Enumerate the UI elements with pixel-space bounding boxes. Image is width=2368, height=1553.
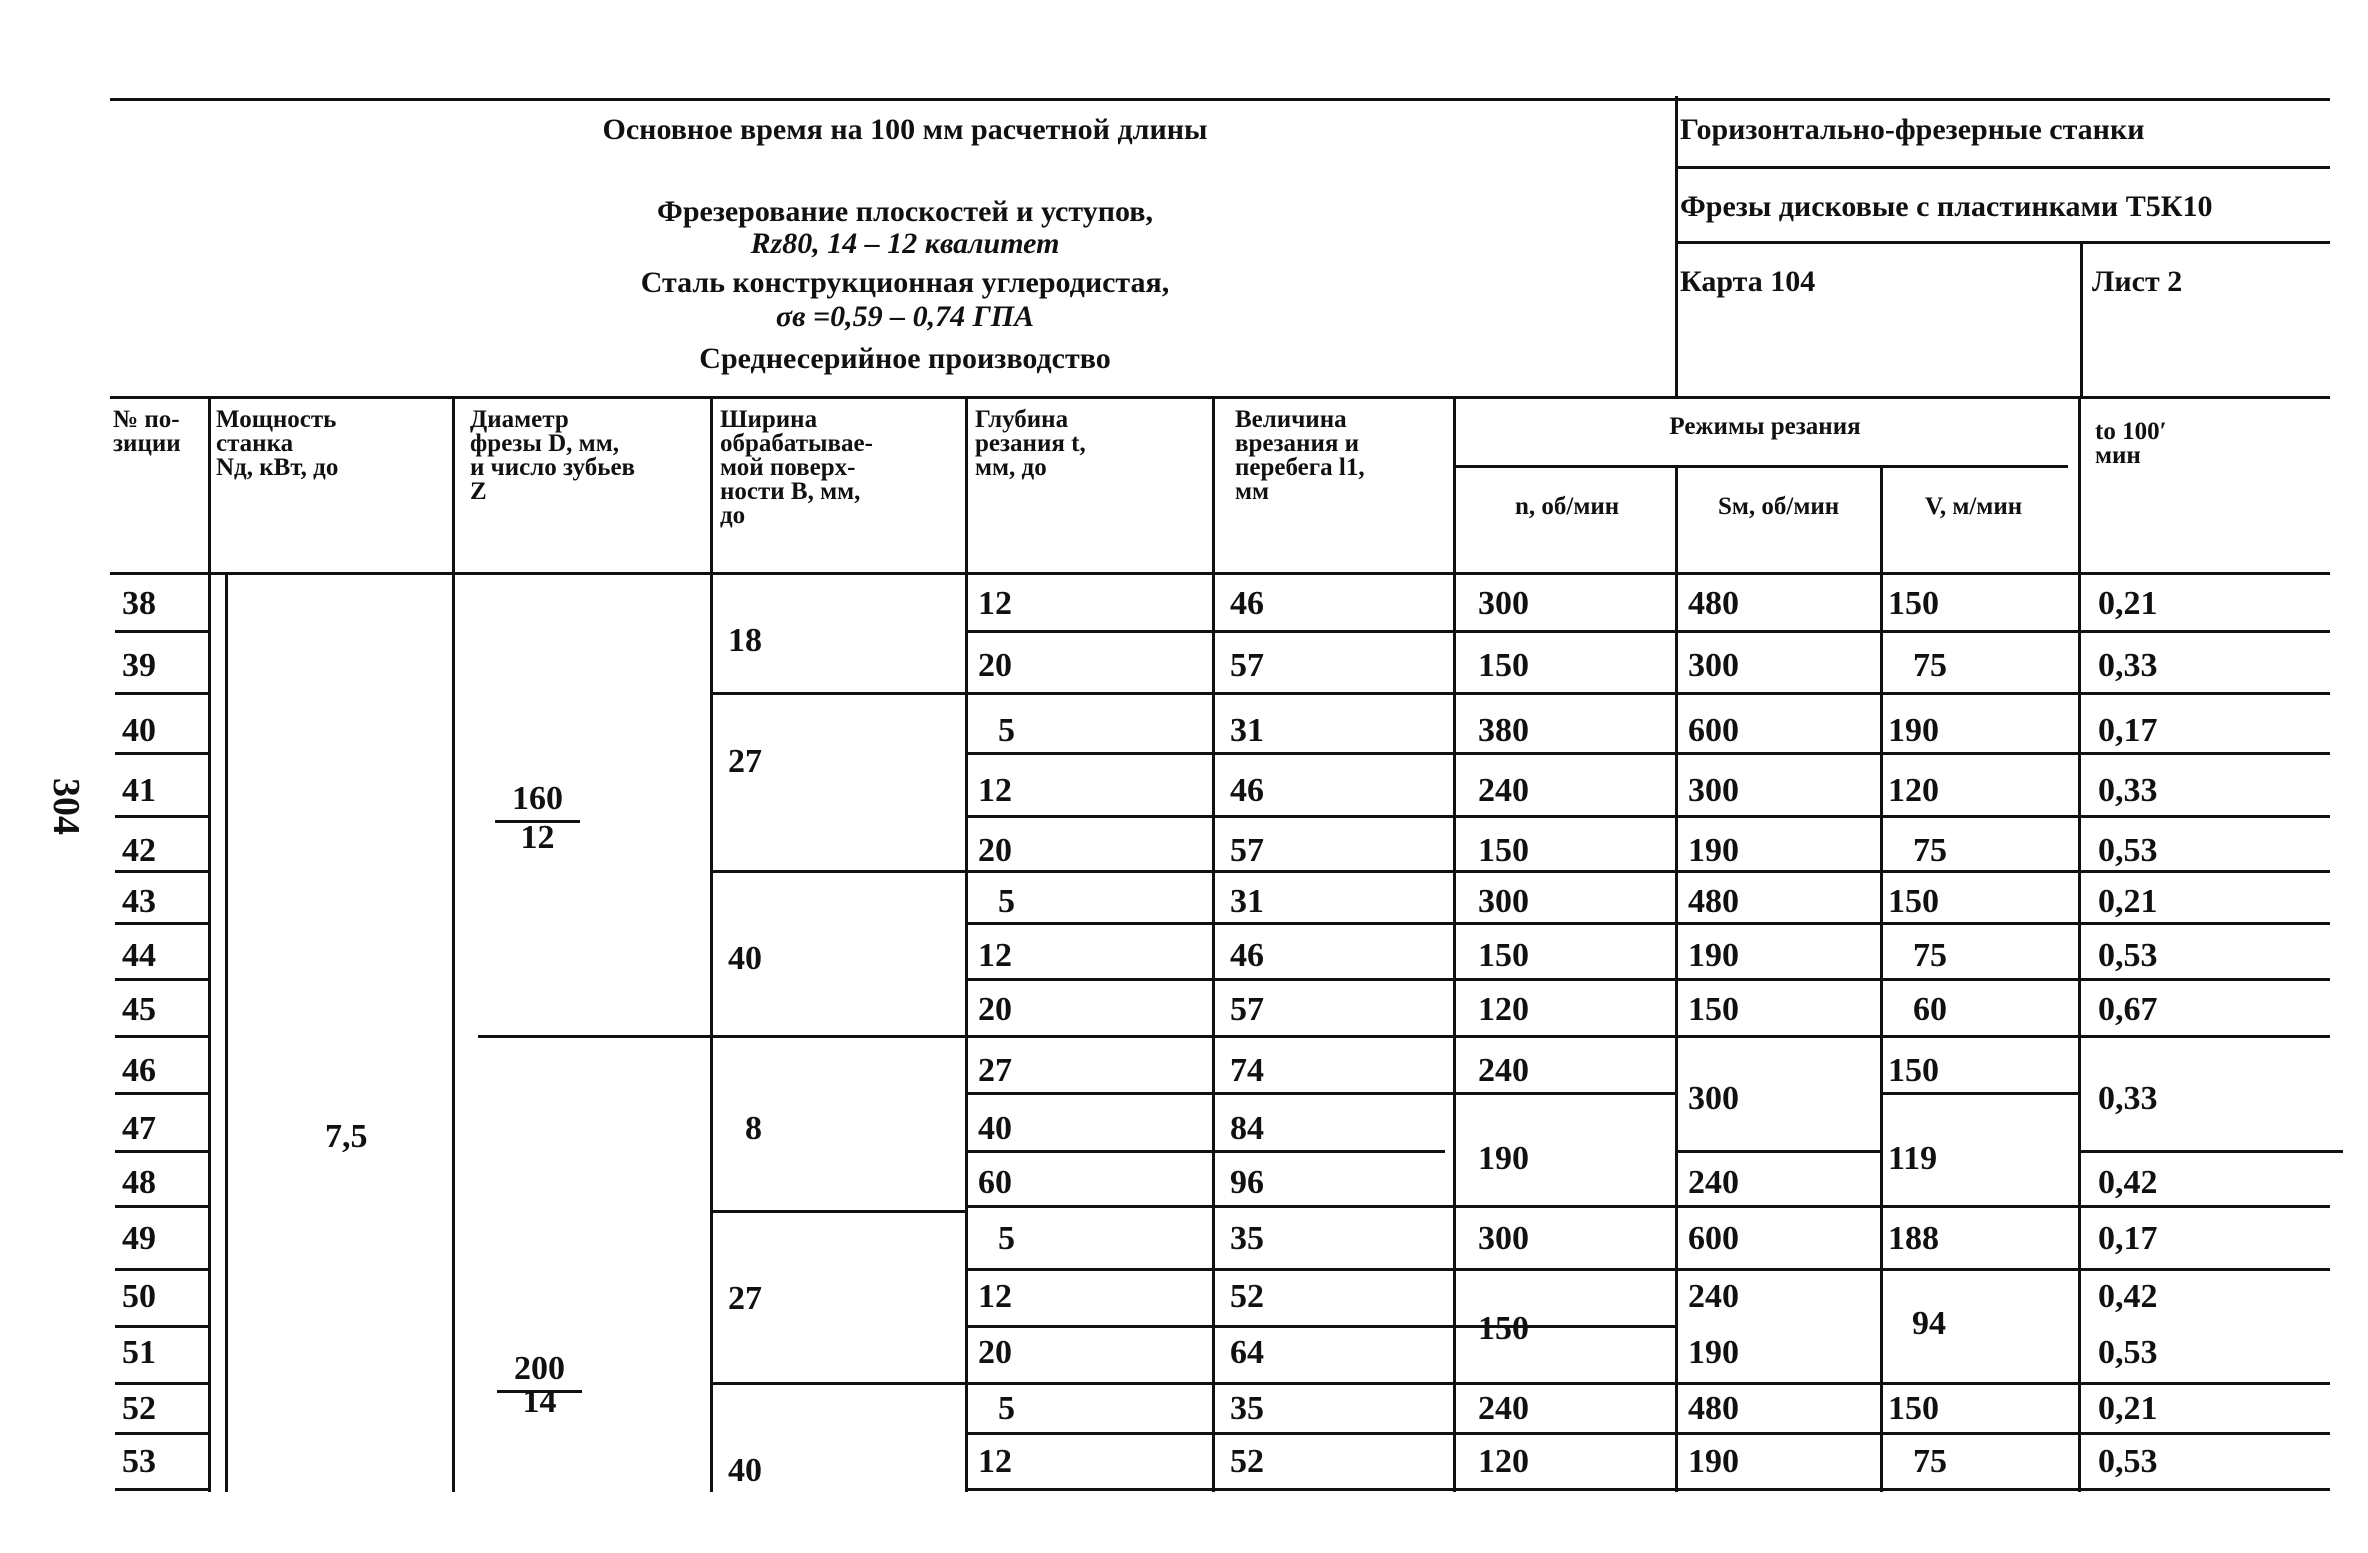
cell-t: 5 <box>998 1390 1015 1427</box>
cell-t: 12 <box>978 585 1012 622</box>
subtitle-5: Среднесерийное производство <box>699 342 1111 375</box>
cell-time: 0,53 <box>2098 937 2158 974</box>
cell-t: 12 <box>978 772 1012 809</box>
header-diameter: Диаметр фрезы D, мм, и число зубьев Z <box>470 406 636 505</box>
cell-l: 46 <box>1230 937 1264 974</box>
cell-l: 57 <box>1230 832 1264 869</box>
cell-time: 0,42 <box>2098 1278 2158 1315</box>
cell-s: 600 <box>1688 1220 1739 1257</box>
cell-n: 120 <box>1478 1443 1529 1480</box>
diameter-divider <box>478 1035 965 1038</box>
cell-l: 52 <box>1230 1443 1264 1480</box>
row-rule <box>965 692 2330 695</box>
cell-t: 5 <box>998 1220 1015 1257</box>
subtitle-3: Сталь конструкционная углеродистая, <box>640 266 1170 299</box>
cell-n: 380 <box>1478 712 1529 749</box>
cell-s: 190 <box>1688 1443 1739 1480</box>
subtitle-4: σв =0,59 – 0,74 ГПА <box>775 300 1035 333</box>
diameter-2-den: 14 <box>522 1383 557 1420</box>
cell-l: 46 <box>1230 585 1264 622</box>
subtitle-2: Rz80, 14 – 12 квалитет <box>750 227 1060 260</box>
col-line-10 <box>2078 396 2081 1492</box>
row-rule <box>965 1325 1675 1328</box>
cell-pos: 39 <box>122 647 156 684</box>
cell-pos: 50 <box>122 1278 156 1315</box>
cell-n: 240 <box>1478 772 1529 809</box>
cell-v: 190 <box>1888 712 1939 749</box>
row-rule <box>115 870 208 873</box>
subtitle-1: Фрезерование плоскостей и уступов, <box>657 195 1153 228</box>
diameter-fraction-1 <box>495 780 580 857</box>
header-modes: Режимы резания <box>1669 413 1861 440</box>
width-group-3: 40 <box>728 940 762 977</box>
cell-pos: 44 <box>122 937 156 974</box>
cell-l: 74 <box>1230 1052 1264 1089</box>
cell-s: 190 <box>1688 937 1739 974</box>
cell-time: 0,17 <box>2098 1220 2158 1257</box>
width-group-1: 18 <box>728 622 762 659</box>
cell-n: 150 <box>1478 647 1529 684</box>
row-rule <box>965 1268 2330 1271</box>
row-rule <box>965 978 2330 981</box>
cell-pos: 47 <box>122 1110 156 1147</box>
merged-v-50-51: 94 <box>1912 1305 1946 1342</box>
row-rule <box>115 752 208 755</box>
cell-v: 75 <box>1913 647 1947 684</box>
cell-t: 5 <box>998 883 1015 920</box>
rule-header-top <box>110 396 2330 399</box>
cell-v: 150 <box>1888 585 1939 622</box>
cell-s: 600 <box>1688 712 1739 749</box>
cell-pos: 46 <box>122 1052 156 1089</box>
cell-s: 480 <box>1688 883 1739 920</box>
cell-time: 0,53 <box>2098 1334 2158 1371</box>
cell-s: 300 <box>1688 772 1739 809</box>
row-rule <box>115 1382 208 1385</box>
col-line-4 <box>710 396 713 1492</box>
cell-l: 64 <box>1230 1334 1264 1371</box>
cell-time: 0,33 <box>2098 772 2158 809</box>
cell-l: 31 <box>1230 883 1264 920</box>
rule-title-divider <box>1675 96 1678 398</box>
row-rule <box>965 1035 2330 1038</box>
row-rule <box>115 1035 208 1038</box>
cell-l: 57 <box>1230 991 1264 1028</box>
width-divider-3 <box>710 1210 965 1213</box>
cell-t: 12 <box>978 937 1012 974</box>
width-group-4: 8 <box>745 1110 762 1147</box>
cell-pos: 51 <box>122 1334 156 1371</box>
merged-v-47-48: 119 <box>1888 1140 1938 1177</box>
sheet-number: Лист 2 <box>2092 265 2183 298</box>
rule-modes-split <box>1453 465 2068 468</box>
diameter-2-num: 200 <box>514 1350 565 1387</box>
row-rule <box>115 815 208 818</box>
width-group-6: 40 <box>728 1452 762 1489</box>
cell-pos: 52 <box>122 1390 156 1427</box>
cell-time: 0,53 <box>2098 1443 2158 1480</box>
cell-s: 240 <box>1688 1164 1739 1201</box>
header-depth: Глубина резания t, мм, до <box>975 406 1086 481</box>
row-rule <box>965 630 2330 633</box>
row-rule <box>115 1325 208 1328</box>
merge-rule <box>1880 1092 2080 1095</box>
width-group-2: 27 <box>728 743 762 780</box>
cell-pos: 53 <box>122 1443 156 1480</box>
cell-s: 300 <box>1688 647 1739 684</box>
row-rule <box>115 978 208 981</box>
diameter-fraction-2 <box>497 1350 582 1421</box>
power-value: 7,5 <box>325 1118 368 1155</box>
rule-header-bottom <box>110 572 2330 575</box>
merge-rule <box>2078 1150 2343 1153</box>
row-rule <box>965 1382 2330 1385</box>
row-rule <box>115 922 208 925</box>
cell-l: 96 <box>1230 1164 1264 1201</box>
header-power: Мощность станка Nд, кВт, до <box>216 406 339 481</box>
cell-pos: 45 <box>122 991 156 1028</box>
row-rule <box>965 1150 1445 1153</box>
row-rule <box>965 1488 2330 1491</box>
cell-l: 84 <box>1230 1110 1264 1147</box>
cell-v: 75 <box>1913 832 1947 869</box>
cell-l: 35 <box>1230 1220 1264 1257</box>
cell-s: 150 <box>1688 991 1739 1028</box>
cell-pos: 48 <box>122 1164 156 1201</box>
cell-s: 480 <box>1688 585 1739 622</box>
merged-n-47-48: 190 <box>1478 1140 1529 1177</box>
cutter-type: Фрезы дисковые с пластинками Т5К10 <box>1680 190 2213 223</box>
diameter-1-den: 12 <box>520 819 555 856</box>
cell-pos: 43 <box>122 883 156 920</box>
cell-pos: 49 <box>122 1220 156 1257</box>
cell-v: 120 <box>1888 772 1939 809</box>
header-n: n, об/мин <box>1515 493 1620 520</box>
cell-s: 240 <box>1688 1278 1739 1315</box>
merged-s-46-47: 300 <box>1688 1080 1739 1117</box>
cell-t: 27 <box>978 1052 1012 1089</box>
rule-sheet-divider <box>2080 241 2083 398</box>
row-rule <box>115 1268 208 1271</box>
cell-v: 75 <box>1913 1443 1947 1480</box>
row-rule <box>965 922 2330 925</box>
rule-right-2 <box>1675 241 2330 244</box>
cell-n: 120 <box>1478 991 1529 1028</box>
cell-time: 0,21 <box>2098 585 2158 622</box>
cell-s: 480 <box>1688 1390 1739 1427</box>
header-approach: Величина врезания и перебега l1, мм <box>1235 406 1365 505</box>
cell-s: 190 <box>1688 832 1739 869</box>
cell-pos: 42 <box>122 832 156 869</box>
cell-v: 60 <box>1913 991 1947 1028</box>
cell-v: 188 <box>1888 1220 1939 1257</box>
cell-t: 20 <box>978 832 1012 869</box>
merged-n-50-51: 150 <box>1478 1310 1529 1347</box>
cell-time: 0,33 <box>2098 647 2158 684</box>
cell-n: 300 <box>1478 585 1529 622</box>
cell-t: 20 <box>978 1334 1012 1371</box>
cell-time: 0,21 <box>2098 1390 2158 1427</box>
machine-type: Горизонтально-фрезерные станки <box>1680 113 2145 146</box>
cell-v: 75 <box>1913 937 1947 974</box>
row-rule <box>965 815 2330 818</box>
row-rule <box>115 1150 208 1153</box>
row-rule <box>115 1092 208 1095</box>
cell-time: 0,67 <box>2098 991 2158 1028</box>
cell-pos: 40 <box>122 712 156 749</box>
row-rule <box>965 1205 2330 1208</box>
cell-n: 240 <box>1478 1390 1529 1427</box>
width-divider-2 <box>710 870 965 873</box>
cell-l: 31 <box>1230 712 1264 749</box>
col-line-3 <box>452 396 455 1492</box>
page-number: 304 <box>45 778 87 835</box>
cell-pos: 41 <box>122 772 156 809</box>
cell-t: 5 <box>998 712 1015 749</box>
cell-t: 12 <box>978 1443 1012 1480</box>
row-rule <box>965 870 2330 873</box>
cell-t: 20 <box>978 991 1012 1028</box>
cell-n: 150 <box>1478 937 1529 974</box>
cell-v: 150 <box>1888 1390 1939 1427</box>
header-v: V, м/мин <box>1925 493 2023 520</box>
cell-v: 150 <box>1888 883 1939 920</box>
card-number: Карта 104 <box>1680 265 1816 298</box>
cell-l: 46 <box>1230 772 1264 809</box>
rule-top <box>110 98 2330 101</box>
header-time: tо 100′ мин <box>2095 418 2167 469</box>
row-rule <box>965 1432 2330 1435</box>
cell-t: 20 <box>978 647 1012 684</box>
cell-t: 12 <box>978 1278 1012 1315</box>
row-rule <box>115 692 208 695</box>
cell-pos: 38 <box>122 585 156 622</box>
cell-time: 0,42 <box>2098 1164 2158 1201</box>
cell-time: 0,53 <box>2098 832 2158 869</box>
rule-right-1 <box>1675 166 2330 169</box>
cell-l: 35 <box>1230 1390 1264 1427</box>
col-line-2 <box>225 572 228 1492</box>
cell-t: 40 <box>978 1110 1012 1147</box>
merged-time-46-47: 0,33 <box>2098 1080 2158 1117</box>
header-s: Sм, об/мин <box>1718 493 1840 520</box>
cell-time: 0,21 <box>2098 883 2158 920</box>
row-rule <box>965 752 2330 755</box>
cell-v: 150 <box>1888 1052 1939 1089</box>
row-rule <box>115 630 208 633</box>
header-position: № по- зиции <box>113 406 181 457</box>
row-rule <box>115 1205 208 1208</box>
cell-n: 150 <box>1478 832 1529 869</box>
main-title: Основное время на 100 мм расчетной длины <box>602 113 1208 146</box>
row-rule <box>115 1488 208 1491</box>
cell-time: 0,17 <box>2098 712 2158 749</box>
merge-rule <box>1453 1092 1675 1095</box>
row-rule <box>115 1432 208 1435</box>
cell-l: 57 <box>1230 647 1264 684</box>
cell-s: 190 <box>1688 1334 1739 1371</box>
cell-n: 240 <box>1478 1052 1529 1089</box>
width-divider-4 <box>710 1382 965 1385</box>
merge-rule <box>1675 1150 1880 1153</box>
cell-t: 60 <box>978 1164 1012 1201</box>
diameter-1-num: 160 <box>512 780 563 817</box>
cell-n: 300 <box>1478 1220 1529 1257</box>
col-line-1 <box>208 396 211 1492</box>
header-width: Ширина обрабатывае- мой поверх- ности В, мм, до <box>720 406 873 529</box>
cell-l: 52 <box>1230 1278 1264 1315</box>
width-divider-1 <box>710 692 965 695</box>
width-group-5: 27 <box>728 1280 762 1317</box>
cell-n: 300 <box>1478 883 1529 920</box>
